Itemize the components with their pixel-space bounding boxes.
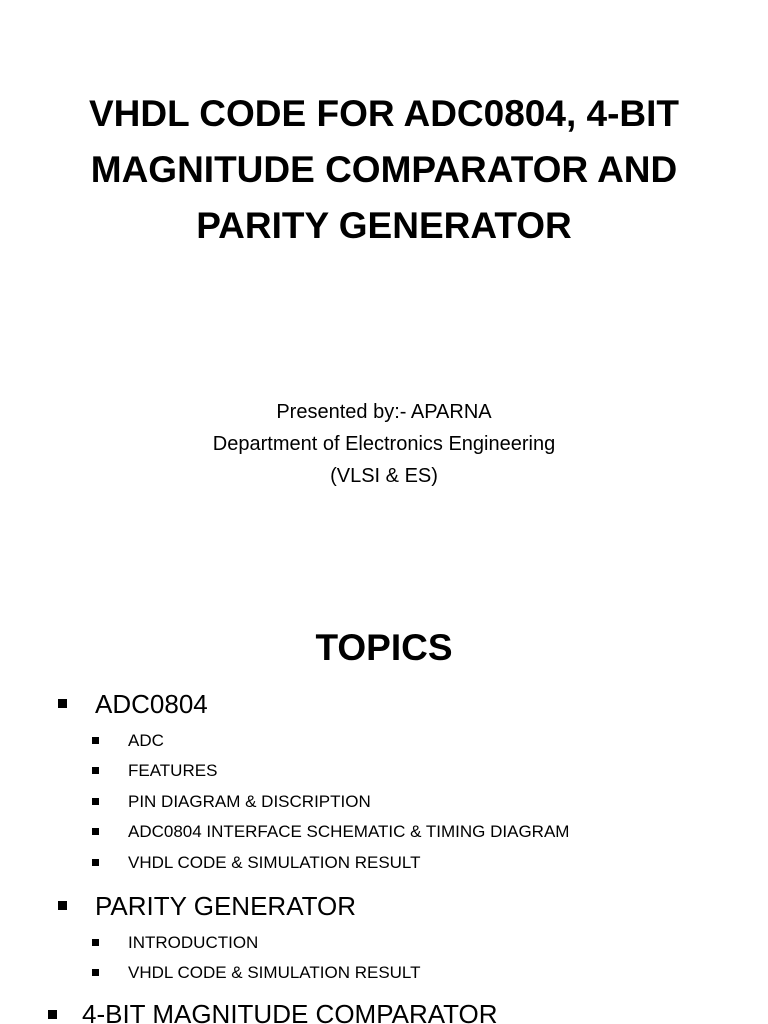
subtopic-label: VHDL CODE & SIMULATION RESULT [128, 963, 421, 982]
subtopic-label: ADC0804 INTERFACE SCHEMATIC & TIMING DIAGRAM [128, 822, 570, 841]
square-bullet-icon [48, 1010, 57, 1019]
title-line-1: VHDL CODE FOR ADC0804, 4-BIT [88, 93, 680, 134]
title-line-2: MAGNITUDE COMPARATOR AND [90, 149, 678, 190]
subtopic-label: PIN DIAGRAM & DISCRIPTION [128, 792, 371, 811]
square-bullet-icon [92, 969, 99, 976]
square-bullet-icon [92, 767, 99, 774]
topics-slide [0, 576, 768, 1024]
presenter-line: Presented by:- APARNA [276, 401, 492, 423]
square-bullet-icon [58, 901, 67, 910]
square-bullet-icon [92, 798, 99, 805]
topics-list [0, 576, 768, 1024]
slide-title [40, 86, 728, 254]
square-bullet-icon [92, 828, 99, 835]
slide-subtitle [60, 396, 708, 492]
subtopic-label: VHDL CODE & SIMULATION RESULT [128, 853, 421, 872]
topics-title: TOPICS [315, 627, 453, 668]
square-bullet-icon [92, 859, 99, 866]
specialization-line: (VLSI & ES) [330, 465, 438, 487]
square-bullet-icon [92, 939, 99, 946]
topic-label: ADC0804 [95, 689, 208, 719]
topic-label: 4-BIT MAGNITUDE COMPARATOR [82, 999, 498, 1024]
department-line: Department of Electronics Engineering [212, 433, 556, 455]
title-line-3: PARITY GENERATOR [196, 205, 572, 246]
subtopic-label: FEATURES [128, 761, 218, 780]
subtopic-label: INTRODUCTION [128, 933, 259, 952]
subtopic-label: ADC [128, 731, 164, 750]
square-bullet-icon [92, 737, 99, 744]
topic-label: PARITY GENERATOR [95, 891, 357, 921]
square-bullet-icon [58, 699, 67, 708]
